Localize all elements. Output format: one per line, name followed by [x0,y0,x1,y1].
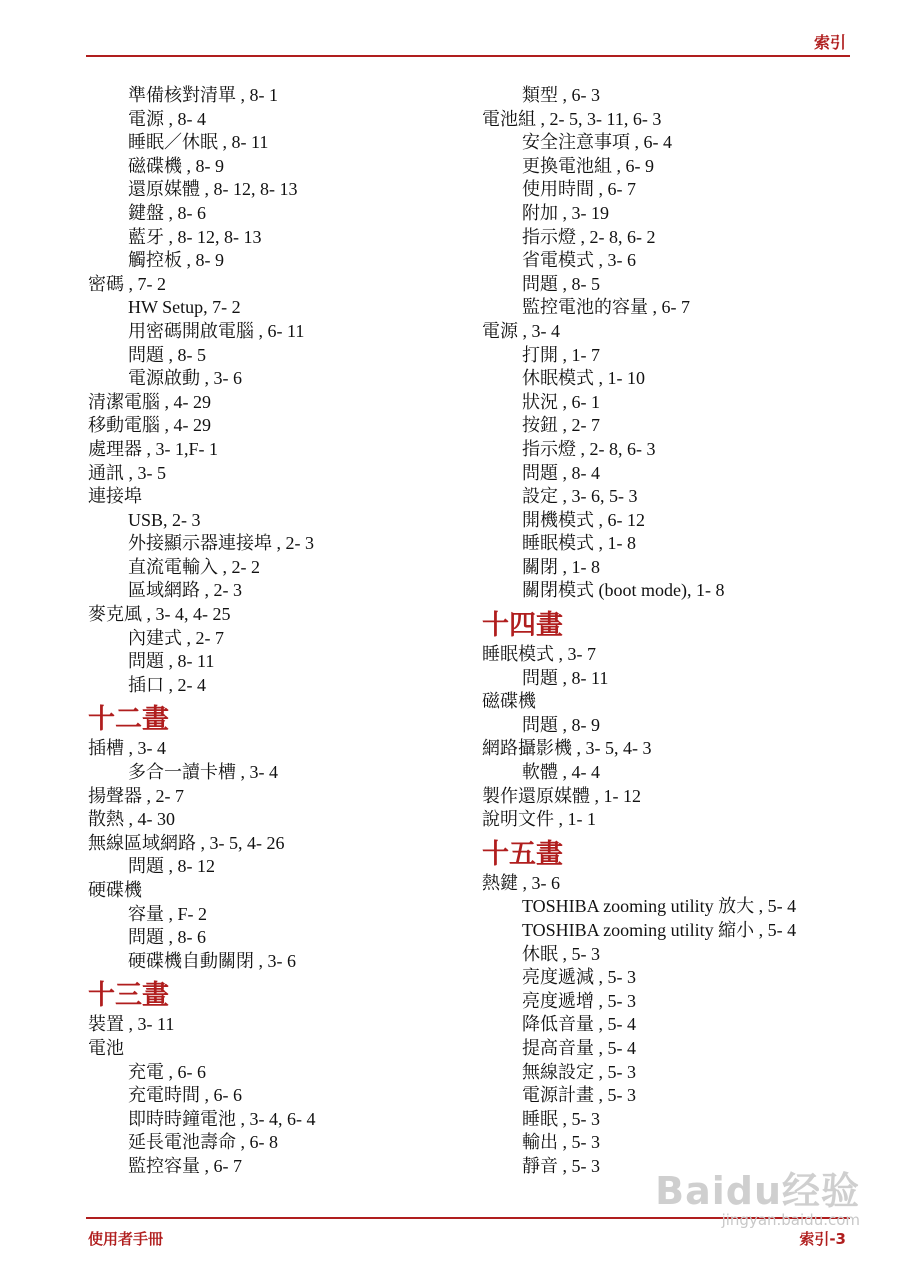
index-entry: 電源 , 3- 4 [482,320,560,341]
index-subentry: 打開 , 1- 7 [522,344,600,365]
index-subentry: 關閉模式 (boot mode), 1- 8 [522,580,725,601]
index-subentry: 問題 , 8- 5 [128,344,206,365]
index-subentry: 降低音量 , 5- 4 [522,1014,636,1035]
index-entry: 揚聲器 , 2- 7 [88,785,184,806]
index-entry: 無線區域網路 , 3- 5, 4- 26 [88,832,285,853]
index-subentry: 無線設定 , 5- 3 [522,1061,636,1082]
index-subentry: 監控容量 , 6- 7 [128,1155,242,1176]
index-subentry: 休眠 , 5- 3 [522,943,600,964]
index-subentry: 開機模式 , 6- 12 [522,509,645,530]
header-rule [86,55,850,57]
index-subentry: 準備核對清單 , 8- 1 [128,85,278,105]
index-entry: 麥克風 , 3- 4, 4- 25 [88,604,231,625]
baidu-watermark [655,1160,860,1229]
index-subentry: 還原媒體 , 8- 12, 8- 13 [128,179,298,200]
index-subentry: TOSHIBA zooming utility 放大 , 5- 4 [522,896,797,917]
index-subentry: 問題 , 8- 12 [128,856,215,877]
index-subentry: 睡眠 , 5- 3 [522,1108,600,1129]
index-subentry: 更換電池組 , 6- 9 [522,155,654,176]
watermark-url: jingyan.baidu.com [721,1211,860,1229]
index-entry: 密碼 , 7- 2 [88,273,166,294]
index-subentry: 多合一讀卡槽 , 3- 4 [128,762,278,783]
watermark-logo: Baidu经验 [655,1169,860,1213]
index-subentry: 問題 , 8- 4 [522,462,600,483]
index-subentry: 容量 , F- 2 [128,903,208,924]
index-subentry: 觸控板 , 8- 9 [128,250,224,271]
index-entry: 處理器 , 3- 1,F- 1 [88,438,218,459]
index-column-left [88,84,468,1179]
index-column-right [482,84,854,1179]
index-subentry: 內建式 , 2- 7 [128,627,224,648]
section-heading: 十二畫 [88,704,169,736]
index-subentry: TOSHIBA zooming utility 縮小 , 5- 4 [522,920,797,940]
index-entry: 通訊 , 3- 5 [88,462,166,483]
index-entry: 睡眠模式 , 3- 7 [482,644,596,665]
index-subentry: 監控電池的容量 , 6- 7 [522,297,690,318]
index-subentry: 輸出 , 5- 3 [522,1132,600,1153]
index-subentry: 提高音量 , 5- 4 [522,1037,636,1058]
index-subentry: 附加 , 3- 19 [522,202,609,223]
index-subentry: 睡眠／休眠 , 8- 11 [128,132,269,153]
footer-page-number: 索引-3 [799,1230,846,1248]
footer-manual-title: 使用者手冊 [88,1230,164,1248]
index-subentry: 類型 , 6- 3 [522,85,600,105]
index-entry: 移動電腦 , 4- 29 [88,415,211,436]
index-subentry: 狀況 , 6- 1 [522,391,600,412]
index-entry: 清潔電腦 , 4- 29 [88,391,211,412]
index-subentry: 問題 , 8- 6 [128,927,206,948]
index-subentry: 使用時間 , 6- 7 [522,179,636,200]
index-entry: 說明文件 , 1- 1 [482,809,596,830]
index-subentry: 休眠模式 , 1- 10 [522,368,645,389]
index-entry: 磁碟機 [482,691,536,712]
index-subentry: 睡眠模式 , 1- 8 [522,533,636,554]
index-subentry: 磁碟機 , 8- 9 [128,155,224,176]
index-subentry: 問題 , 8- 11 [128,651,215,672]
index-subentry: 問題 , 8- 9 [522,714,600,735]
index-entry: 電池組 , 2- 5, 3- 11, 6- 3 [482,108,662,129]
index-entry: 電池 [88,1037,124,1058]
index-subentry: 即時時鐘電池 , 3- 4, 6- 4 [128,1108,316,1129]
index-subentry: 充電時間 , 6- 6 [128,1085,242,1106]
section-heading: 十五畫 [482,838,563,870]
index-entry: 連接埠 [88,486,142,507]
index-subentry: 指示燈 , 2- 8, 6- 3 [522,438,656,459]
index-subentry: 設定 , 3- 6, 5- 3 [522,486,638,507]
index-subentry: 插口 , 2- 4 [128,674,206,695]
index-entry: 熱鍵 , 3- 6 [482,872,560,893]
index-subentry: 充電 , 6- 6 [128,1061,206,1082]
index-subentry: 問題 , 8- 11 [522,667,609,688]
section-heading: 十三畫 [88,980,169,1012]
section-heading: 十四畫 [482,610,563,642]
index-subentry: 亮度遞減 , 5- 3 [522,967,636,988]
index-subentry: 硬碟機自動關閉 , 3- 6 [128,950,296,971]
index-entry: 網路攝影機 , 3- 5, 4- 3 [482,738,652,759]
index-subentry: 按鈕 , 2- 7 [522,415,600,436]
index-entry: 製作還原媒體 , 1- 12 [482,785,641,806]
index-subentry: 外接顯示器連接埠 , 2- 3 [128,533,314,554]
index-subentry: 安全注意事項 , 6- 4 [522,132,672,153]
index-entry: 插槽 , 3- 4 [88,738,166,759]
index-subentry: 指示燈 , 2- 8, 6- 2 [522,226,656,247]
index-subentry: 延長電池壽命 , 6- 8 [128,1132,278,1153]
index-subentry: 直流電輸入 , 2- 2 [128,556,260,577]
index-entry: 散熱 , 4- 30 [88,809,175,830]
index-subentry: 關閉 , 1- 8 [522,556,600,577]
index-subentry: 電源 , 8- 4 [128,108,206,129]
index-subentry: 亮度遞增 , 5- 3 [522,990,636,1011]
index-subentry: USB, 2- 3 [128,509,201,530]
index-subentry: 電源計畫 , 5- 3 [522,1085,636,1106]
header-title: 索引 [813,33,846,52]
index-subentry: 鍵盤 , 8- 6 [128,202,206,223]
index-subentry: 問題 , 8- 5 [522,273,600,294]
index-subentry: 軟體 , 4- 4 [522,762,600,783]
index-subentry: 電源啟動 , 3- 6 [128,368,242,389]
index-subentry: HW Setup, 7- 2 [128,297,241,318]
index-subentry: 區域網路 , 2- 3 [128,580,242,601]
index-subentry: 省電模式 , 3- 6 [522,250,636,271]
index-subentry: 靜音 , 5- 3 [522,1155,600,1176]
index-subentry: 用密碼開啟電腦 , 6- 11 [128,320,305,341]
index-entry: 硬碟機 [88,880,142,900]
index-subentry: 藍牙 , 8- 12, 8- 13 [128,226,262,247]
index-entry: 裝置 , 3- 11 [88,1014,175,1035]
